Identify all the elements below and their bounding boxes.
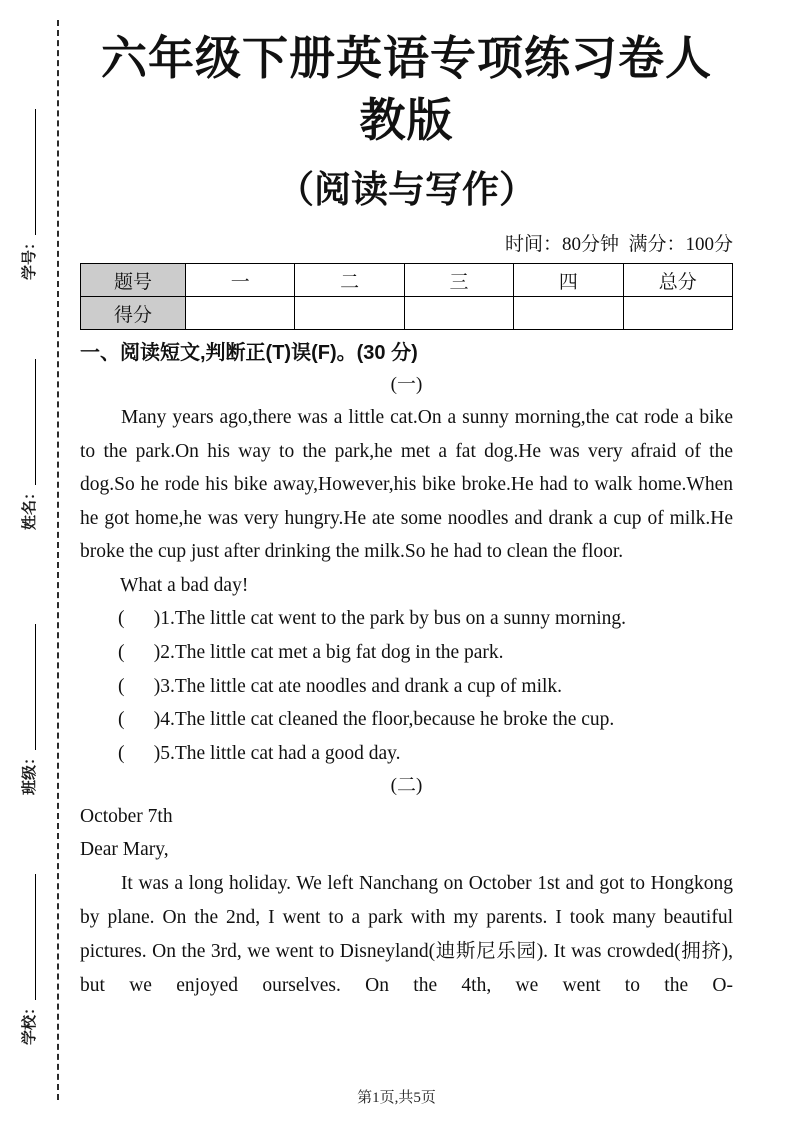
score-row-label: 得分 (81, 297, 186, 330)
score-table-question-number-header: 题号 (81, 264, 186, 297)
score-cell-two (295, 297, 404, 330)
passage-one-exclamation: What a bad day! (120, 574, 249, 596)
seal-cut-dashed-line (57, 20, 59, 1100)
score-cell-total (623, 297, 732, 330)
margin-label-name (18, 340, 38, 530)
question-4: ( )4.The little cat cleaned the floor,because he broke the cup. (118, 709, 615, 731)
score-table-col-four: 四 (514, 264, 623, 297)
name-label: 姓名： (20, 484, 38, 530)
score-table-score-row (81, 297, 733, 330)
score-table-col-two: 二 (295, 264, 404, 297)
time-and-score-info: 时间：80分钟 满分：100分 (504, 234, 733, 255)
letter-salutation: Dear Mary, (80, 839, 169, 861)
score-cell-one (186, 297, 295, 330)
part-two-label: (二) (390, 774, 423, 796)
score-table-header-row (81, 264, 733, 297)
paper-subtitle: （阅读与写作） (277, 170, 536, 211)
question-3: ( )3.The little cat ate noodles and drank a cup of milk. (118, 675, 563, 697)
margin-label-student-number (18, 90, 38, 280)
letter-body-text: It was a long holiday. We left Nanchang on October 1st and got to Hongkong by plane. On the 2nd, I went to a park with my parents. I took many beautiful pictures. On the 3rd, we went to Disneyland(迪斯尼乐园). It was crowded(拥挤), but we enjoyed ourselves. On the 4th, we went to the O- (80, 872, 733, 996)
passage-one-text: Many years ago,there was a little cat.On a sunny morning,the cat rode a bike to the park.On his way to the park,he met a fat dog.He was very afraid of the dog.So he rode his bike away,However,his bike broke.He had to walk home.When he got home,he was very hungry.He ate some noodles and drank a cup of milk.He broke the cup just after drinking the milk.So he had to clean the floor. (80, 407, 733, 562)
school-blank (21, 874, 36, 1000)
student-number-label: 学号： (20, 234, 38, 280)
class-blank (21, 624, 36, 750)
score-table-col-three: 三 (404, 264, 513, 297)
name-blank (21, 359, 36, 485)
score-table-col-total: 总分 (623, 264, 732, 297)
class-label: 班级： (20, 749, 38, 795)
question-1: ( )1.The little cat went to the park by bus on a sunny morning. (118, 608, 626, 629)
score-table (80, 263, 733, 330)
page-number-footer: 第1页,共5页 (357, 1090, 436, 1106)
paper-content (80, 28, 733, 1003)
school-label: 学校： (20, 999, 38, 1045)
true-false-questions (80, 602, 733, 771)
score-cell-four (514, 297, 623, 330)
student-number-blank (21, 109, 36, 235)
margin-label-class (18, 605, 38, 795)
question-2: ( )2.The little cat met a big fat dog in the park. (118, 641, 504, 663)
question-5: ( )5.The little cat had a good day. (118, 743, 401, 765)
paper-title: 六年级下册英语专项练习卷人教版 (101, 33, 712, 146)
margin-label-school (18, 855, 38, 1045)
score-cell-three (404, 297, 513, 330)
score-table-col-one: 一 (186, 264, 295, 297)
part-one-label: (一) (390, 374, 423, 395)
letter-date: October 7th (80, 805, 173, 827)
section-one-heading: 一、阅读短文,判断正(T)误(F)。(30 分) (80, 342, 418, 364)
